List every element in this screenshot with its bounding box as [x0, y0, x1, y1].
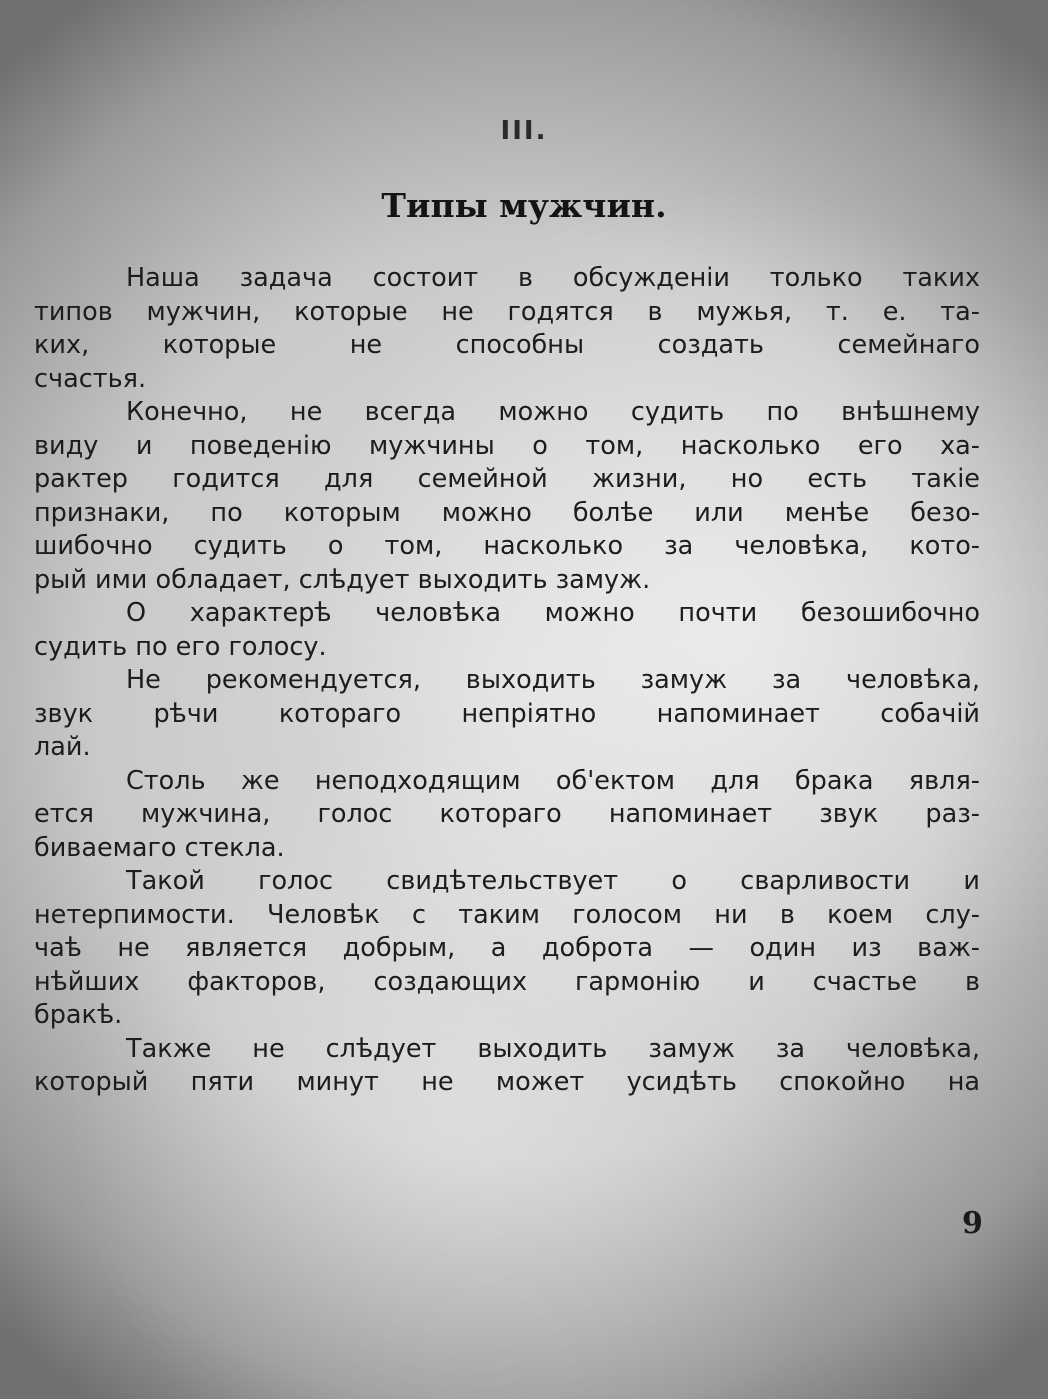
chapter-number: III.	[500, 116, 548, 146]
text-line: бракѣ.	[34, 1000, 123, 1030]
paragraph	[34, 765, 980, 866]
text-line: биваемаго стекла.	[34, 832, 285, 863]
text-line: Наша задача состоит в обсужденіи только таких	[126, 263, 980, 293]
text-line: звук рѣчи котораго непріятно напоминает собачій	[34, 698, 980, 729]
text-line: лай.	[34, 732, 91, 762]
chapter-title: Типы мужчин.	[381, 186, 667, 225]
body-text	[34, 262, 980, 1100]
text-line: нѣйших факторов, создающих гармонію и счастье в	[34, 966, 980, 997]
text-line: нетерпимости. Человѣк с таким голосом ни в коем слу-	[34, 899, 980, 930]
paragraph	[34, 1033, 980, 1100]
text-line: Конечно, не всегда можно судить по внѣшнему	[126, 397, 980, 427]
paragraph	[34, 597, 980, 664]
paragraph	[34, 396, 980, 597]
text-line: судить по его голосу.	[34, 631, 327, 662]
text-line: чаѣ не является добрым, а доброта — один из важ-	[34, 933, 980, 963]
text-line: О характерѣ человѣка можно почти безошибочно	[126, 598, 980, 628]
text-line: ких, которые не способны создать семейнаго	[34, 330, 980, 360]
paragraph	[34, 664, 980, 765]
paragraph	[34, 865, 980, 1033]
text-line: признаки, по которым можно болѣе или менѣе безо-	[34, 497, 980, 528]
text-line: который пяти минут не может усидѣть спокойно на	[34, 1067, 980, 1097]
text-line: виду и поведенію мужчины о том, насколько его ха-	[34, 430, 980, 461]
text-line: рый ими обладает, слѣдует выходить замуж.	[34, 564, 651, 595]
text-line: Столь же неподходящим об'ектом для брака явля-	[126, 765, 980, 796]
text-line: счастья.	[34, 363, 147, 394]
text-line: Не рекомендуется, выходить замуж за человѣка,	[126, 665, 980, 695]
text-line: Такой голос свидѣтельствует о сварливости и	[126, 866, 980, 896]
text-line: шибочно судить о том, насколько за человѣка, кото-	[34, 531, 980, 561]
paragraph	[34, 262, 980, 396]
text-line: ется мужчина, голос котораго напоминает звук раз-	[34, 799, 980, 829]
text-line: типов мужчин, которые не годятся в мужья, т. е. та-	[34, 296, 980, 327]
text-line: рактер годится для семейной жизни, но есть такіе	[34, 464, 980, 494]
text-line: Также не слѣдует выходить замуж за человѣка,	[126, 1033, 980, 1064]
page-number: 9	[962, 1206, 983, 1241]
